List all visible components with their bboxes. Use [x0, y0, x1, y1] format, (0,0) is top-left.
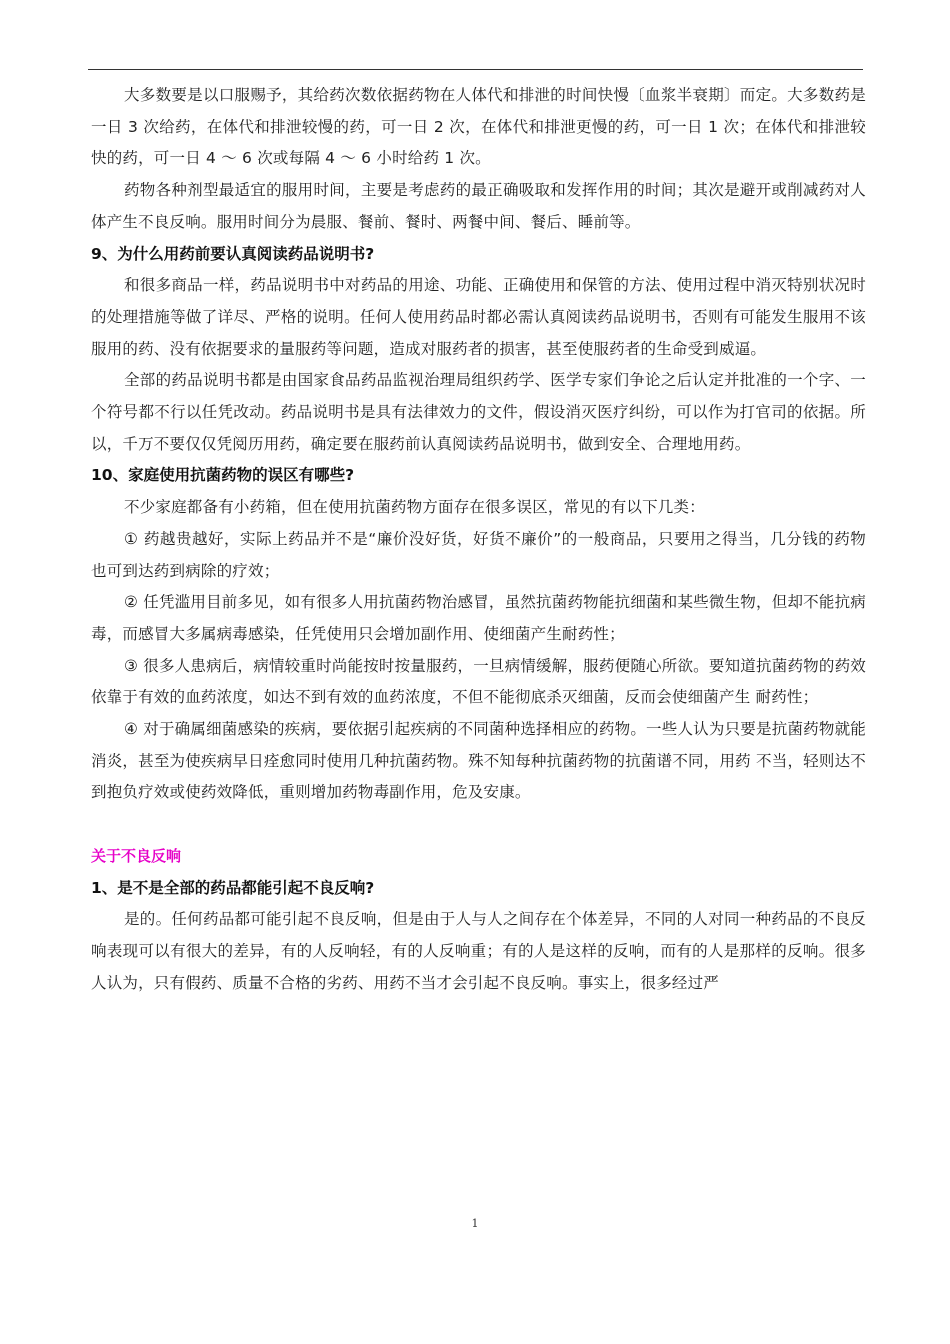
heading-question-10: 10、家庭使用抗菌药物的误区有哪些? [91, 466, 355, 485]
list-item-misconception-2: ② 任凭滥用目前多见，如有很多人用抗菌药物治感冒，虽然抗菌药物能抗细菌和某些微生物，但却不能抗病毒，而感冒大多属病毒感染，任凭使用只会增加副作用、使细菌产生耐药性； [91, 593, 866, 643]
section-title-adverse-reactions: 关于不良反响 [91, 846, 182, 865]
list-item-misconception-3: ③ 很多人患病后，病情较重时尚能按时按量服药，一旦病情缓解，服药便随心所欲。要知道抗菌药物的药效依靠于有效的血药浓度，如达不到有效的血药浓度，不但不能彻底杀灭细菌，反而会使细菌产生 耐药性； [91, 656, 866, 707]
heading-question-1: 1、是不是全部的药品都能引起不良反响? [91, 878, 375, 897]
document-body [91, 80, 866, 999]
page-number: 1 [471, 1217, 479, 1230]
paragraph-antibiotic-intro: 不少家庭都备有小药箱，但在使用抗菌药物方面存在很多误区，常见的有以下几类： [124, 498, 705, 517]
list-item-misconception-1: ① 药越贵越好，实际上药品并不是“廉价没好货，好货不廉价”的一般商品，只要用之得当，几分钱的药物也可到达药到病除的疗效； [91, 529, 866, 580]
paragraph-instructions-importance: 和很多商品一样，药品说明书中对药品的用途、功能、正确使用和保管的方法、使用过程中消灭特别状况时的处理措施等做了详尽、严格的说明。任何人使用药品时都必需认真阅读药品说明书，否则有可能发生服用不该服用的药、没有依据要求的量服药等问题，造成对服药者的损害，甚至使服药者的生命受到威逼。 [91, 276, 866, 358]
paragraph-dosing-time: 药物各种剂型最适宜的服用时间，主要是考虑药的最正确吸取和发挥作用的时间；其次是避开或削减药对人体产生不良反响。服用时间分为晨服、餐前、餐时、两餐中间、餐后、睡前等。 [91, 181, 866, 231]
paragraph-dosing-frequency: 大多数要是以口服赐予，其给药次数依据药物在人体代和排泄的时间快慢〔血浆半衰期〕而定。大多数药是一日 3 次给药，在体代和排泄较慢的药，可一日 2 次，在体代和排泄更慢的药，可一日 1 次；在体代和排泄较快的药，可一日 4 ～ 6 次或每隔 4 ～ 6 小时给药 1 次。 [91, 86, 866, 168]
paragraph-instructions-legal: 全部的药品说明书都是由国家食品药品监视治理局组织药学、医学专家们争论之后认定并批准的一个字、一个符号都不行以任凭改动。药品说明书是具有法律效力的文件，假设消灭医疗纠纷，可以作为打官司的依据。所以，千万不要仅仅凭阅历用药，确定要在服药前认真阅读药品说明书，做到安全、合理地用药。 [91, 371, 866, 453]
header-rule [88, 69, 863, 70]
list-item-misconception-4: ④ 对于确属细菌感染的疾病，要依据引起疾病的不同菌种选择相应的药物。一些人认为只要是抗菌药物就能消炎，甚至为使疾病早日痊愈同时使用几种抗菌药物。殊不知每种抗菌药物的抗菌谱不同，用药 不当，轻则达不到抱负疗效或使药效降低，重则增加药物毒副作用，危及安康。 [91, 720, 866, 802]
section-spacer [91, 809, 866, 841]
paragraph-adverse-reactions: 是的。任何药品都可能引起不良反响，但是由于人与人之间存在个体差异，不同的人对同一种药品的不良反响表现可以有很大的差异，有的人反响轻，有的人反响重；有的人是这样的反响，而有的人是那样的反响。很多人认为，只有假药、质量不合格的劣药、用药不当才会引起不良反响。事实上，很多经过严 [91, 910, 866, 992]
heading-question-9: 9、为什么用药前要认真阅读药品说明书? [91, 244, 375, 263]
